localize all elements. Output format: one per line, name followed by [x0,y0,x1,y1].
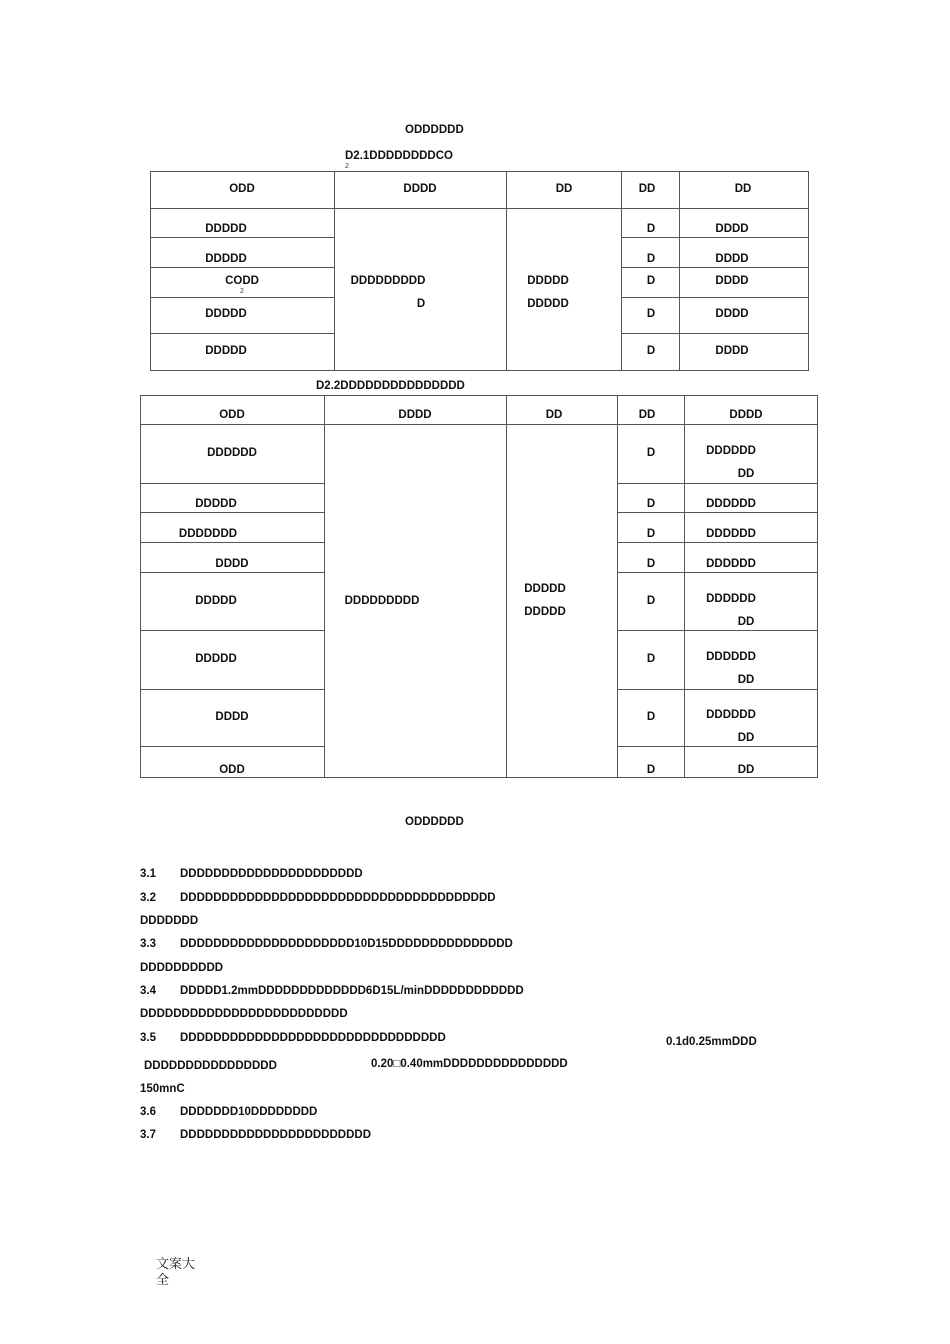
table-rule [617,483,818,484]
section-heading-top: ODDDDDD [405,124,464,136]
table-cell: DDDDDD [706,593,756,605]
table-rule [140,424,818,425]
page-footer: 文案大全 [156,1257,196,1288]
table-rule [621,297,809,298]
table-merged-cell: D [416,298,426,310]
table-cell: DDDDDDD [178,528,238,540]
table-rule [506,171,507,371]
item-number: 3.2 [140,892,156,904]
item-number: 3.1 [140,868,156,880]
table-merged-cell: DDDDDDDDD [344,595,420,607]
item-number: 3.3 [140,938,156,950]
item-text-continuation: DDDDDDDDDDDDDDDDDDDDDDDDD [140,1008,348,1020]
table-rule [150,333,334,334]
table-cell: DDDDD [195,595,237,607]
table-cell: D [646,223,656,235]
table-rule [150,208,809,209]
table-cell: DDDDD [205,253,247,265]
table-rule [150,297,334,298]
table-rule [617,572,818,573]
table-header-cell: DDDD [729,409,763,421]
table-cell: DDDDD [195,653,237,665]
table1-caption: D2.1DDDDDDDDCO [345,150,453,162]
table-rule [140,777,818,778]
table-rule [140,395,141,778]
table-cell: D [646,253,656,265]
item-text-continuation: DDDDDDDDDD [140,962,224,974]
table-cell: DDDDD [205,308,247,320]
table-cell: DDDD [715,223,749,235]
table-rule [334,171,335,371]
table-header-cell: ODD [219,409,245,421]
table-header-cell: DD [555,183,573,195]
table-header-cell: ODD [229,183,255,195]
table-cell: DDDD [715,308,749,320]
table-rule [140,512,324,513]
item-text-continuation: 150mnC [140,1083,185,1095]
table-rule [684,395,685,778]
table-cell: DDDDDD [207,447,257,459]
table-rule [150,171,151,371]
table-rule [324,395,325,778]
table-cell: DDDD [715,253,749,265]
table-cell: DDDDDD [706,651,756,663]
table-merged-cell: DDDDDDDDD [350,275,426,287]
table-header-cell: DDDD [403,183,437,195]
table-rule [621,237,809,238]
table2-caption: D2.2DDDDDDDDDDDDDDD [316,380,465,392]
table-rule [140,630,324,631]
table-rule [140,689,324,690]
table-rule [621,267,809,268]
item-number: 3.7 [140,1129,156,1141]
table-rule [140,542,324,543]
table-cell: D [646,345,656,357]
item-text-line2-right: 0.20□0.40mmDDDDDDDDDDDDDDD [371,1058,568,1070]
item-text: DDDDDDDDDDDDDDDDDDDDDDDDDDDDDDDD [180,1032,446,1044]
table-rule [621,333,809,334]
table-cell: DDDDDD [706,528,756,540]
table-cell: ODD [219,764,245,776]
table-rule [140,572,324,573]
table-rule [150,267,334,268]
table-cell: D [646,498,656,510]
table-cell: D [646,558,656,570]
table-header-cell: DD [545,409,563,421]
section-heading-mid: ODDDDDD [405,816,464,828]
table-rule [617,689,818,690]
table-cell: D [646,275,656,287]
table-cell: D [646,711,656,723]
table-cell: CODD [225,275,259,287]
table-cell: DDDD [215,711,249,723]
table-cell: DDDDDD [706,445,756,457]
table-rule [150,237,334,238]
table-cell: DDDDD [205,345,247,357]
table-rule [808,171,809,371]
table-cell: D [646,447,656,459]
table-cell: DD [737,764,755,776]
table-cell: D [646,653,656,665]
table-cell: DDDD [215,558,249,570]
table-cell: DD [737,732,755,744]
table-cell: DDDD [715,345,749,357]
table-cell: DDDDDD [706,498,756,510]
item-number: 3.5 [140,1032,156,1044]
item-number: 3.4 [140,985,156,997]
item-text: DDDDD1.2mmDDDDDDDDDDDDD6D15L/minDDDDDDDDDDDD [180,985,524,997]
item-text: DDDDDDDDDDDDDDDDDDDDDDD [180,1129,372,1141]
item-number: 3.6 [140,1106,156,1118]
table-cell-subscript: 2 [240,288,244,295]
table-cell: D [646,595,656,607]
item-text: DDDDDDDDDDDDDDDDDDDDDD [180,868,363,880]
table-header-cell: DD [638,183,656,195]
table-cell: DDDDD [195,498,237,510]
table-rule [617,746,818,747]
table-rule [150,370,809,371]
table-header-cell: DD [734,183,752,195]
item-text: DDDDDDD10DDDDDDDD [180,1106,318,1118]
table-header-cell: DD [638,409,656,421]
item-text: DDDDDDDDDDDDDDDDDDDDD10D15DDDDDDDDDDDDDDD [180,938,513,950]
table-merged-cell: DDDDD [527,298,569,310]
table-rule [140,746,324,747]
table-rule [506,395,507,778]
table-cell: D [646,528,656,540]
table-merged-cell: DDDDD [527,275,569,287]
table1-caption-subscript: 2 [345,163,349,170]
table-cell: DD [737,674,755,686]
table-merged-cell: DDDDD [524,583,566,595]
table-rule [150,171,809,172]
table-rule [621,171,622,371]
table-rule [617,542,818,543]
item-text-continuation: DDDDDDD [140,915,199,927]
table-cell: D [646,764,656,776]
item-text-right: 0.1d0.25mmDDD [666,1036,757,1048]
table-cell: DDDDDD [706,709,756,721]
table-rule [679,171,680,371]
table-cell: DDDDD [205,223,247,235]
item-text-line2: DDDDDDDDDDDDDDDD [144,1060,277,1072]
table-cell: DD [737,468,755,480]
table-merged-cell: DDDDD [524,606,566,618]
table-rule [617,630,818,631]
table-cell: DDDDDD [706,558,756,570]
table-rule [140,395,818,396]
table-cell: DDDD [715,275,749,287]
table-header-cell: DDDD [398,409,432,421]
table-cell: D [646,308,656,320]
table-rule [617,395,618,778]
table-rule [817,395,818,778]
table-rule [617,512,818,513]
item-text: DDDDDDDDDDDDDDDDDDDDDDDDDDDDDDDDDDDDDD [180,892,496,904]
table-cell: DD [737,616,755,628]
table-rule [140,483,324,484]
